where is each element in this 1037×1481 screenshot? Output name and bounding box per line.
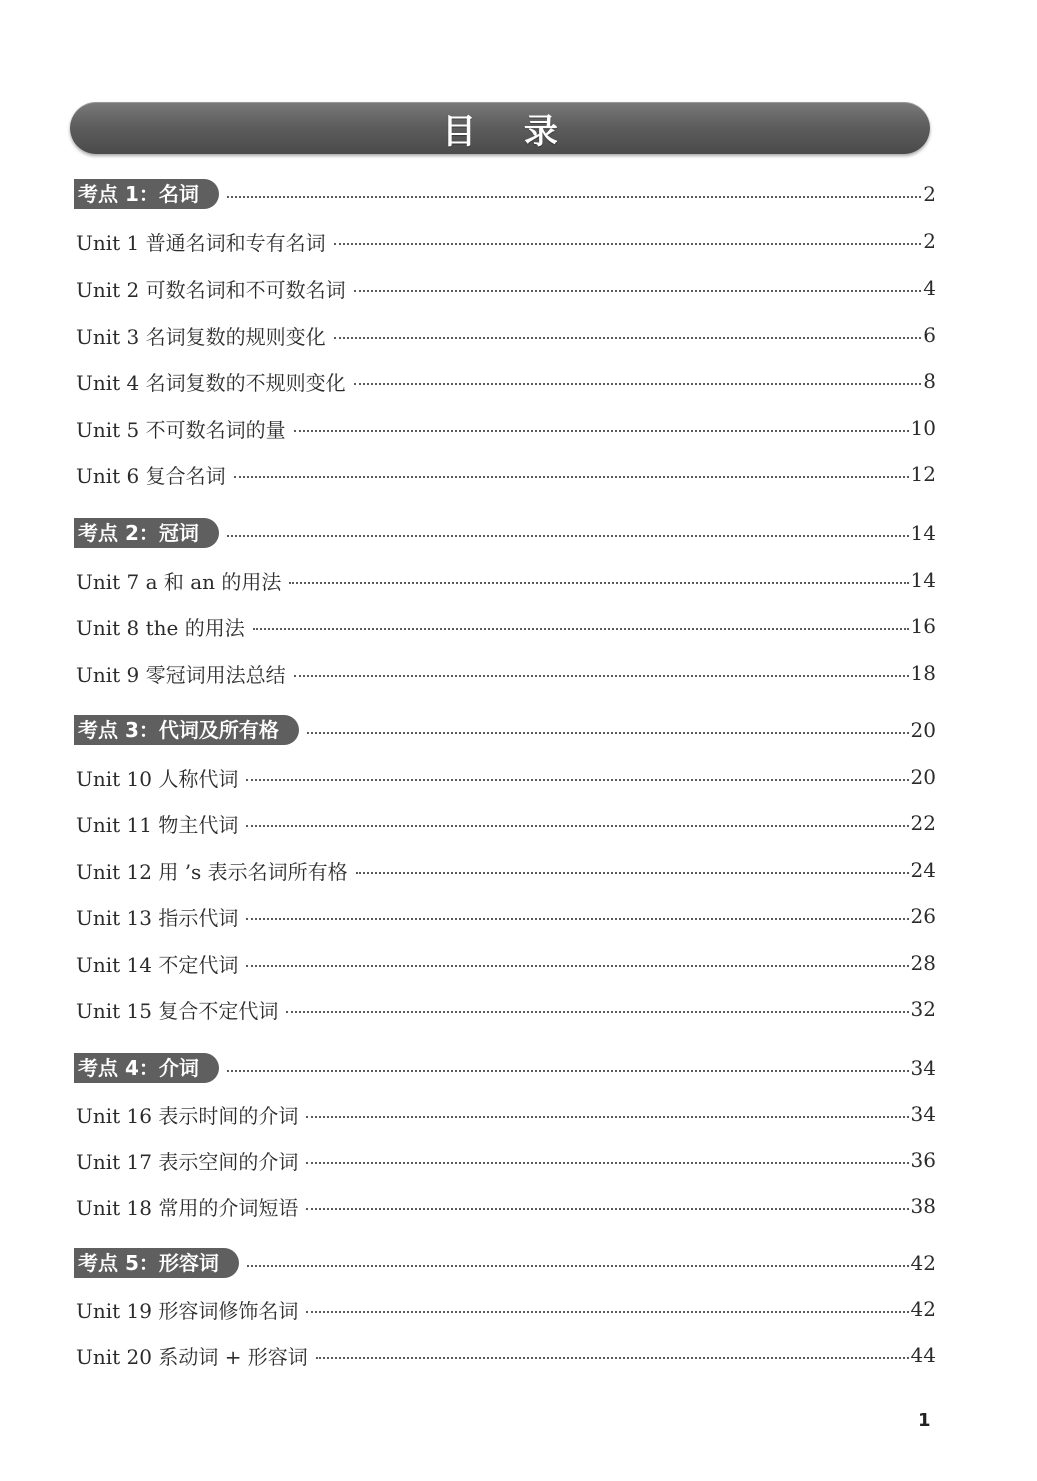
unit-label: Unit 5 不可数名词的量 <box>76 417 286 442</box>
dot-leader <box>334 337 922 339</box>
dot-leader <box>316 1357 909 1359</box>
toc-unit-4[interactable] <box>74 364 936 398</box>
toc-unit-2[interactable] <box>74 271 936 305</box>
unit-label: Unit 3 名词复数的规则变化 <box>76 324 326 349</box>
toc-unit-12[interactable] <box>74 853 936 887</box>
unit-label: Unit 4 名词复数的不规则变化 <box>76 370 346 395</box>
page-number: 1 <box>918 1410 931 1431</box>
dot-leader <box>294 430 909 432</box>
dot-leader <box>306 1311 908 1313</box>
unit-label: Unit 17 表示空间的介词 <box>76 1149 299 1174</box>
section-page: 20 <box>910 718 936 742</box>
dot-leader <box>334 243 922 245</box>
toc-unit-13[interactable] <box>74 899 936 933</box>
toc-section-2[interactable] <box>74 516 936 550</box>
section-label: 考点 2：冠词 <box>74 518 219 548</box>
unit-label: Unit 13 指示代词 <box>76 905 239 930</box>
section-page: 2 <box>923 182 936 206</box>
unit-label: Unit 7 a 和 an 的用法 <box>76 569 282 594</box>
unit-page: 24 <box>910 858 936 882</box>
unit-label: Unit 2 可数名词和不可数名词 <box>76 277 346 302</box>
dot-leader <box>246 918 908 920</box>
dot-leader <box>354 383 922 385</box>
section-label: 考点 3：代词及所有格 <box>74 715 299 745</box>
dot-leader <box>306 1116 908 1118</box>
toc-unit-16[interactable] <box>74 1097 936 1131</box>
unit-label: Unit 19 形容词修饰名词 <box>76 1298 299 1323</box>
unit-page: 20 <box>910 765 936 789</box>
unit-label: Unit 15 复合不定代词 <box>76 998 279 1023</box>
section-page: 42 <box>910 1251 936 1275</box>
unit-page: 14 <box>910 568 936 592</box>
section-label: 考点 5：形容词 <box>74 1248 239 1278</box>
section-page: 14 <box>910 521 936 545</box>
unit-label: Unit 16 表示时间的介词 <box>76 1103 299 1128</box>
unit-page: 22 <box>910 811 936 835</box>
dot-leader <box>307 732 909 734</box>
unit-label: Unit 8 the 的用法 <box>76 615 245 640</box>
unit-page: 18 <box>910 661 936 685</box>
unit-label: Unit 1 普通名词和专有名词 <box>76 230 326 255</box>
unit-page: 12 <box>910 462 936 486</box>
dot-leader <box>247 1265 909 1267</box>
toc-unit-20[interactable] <box>74 1338 936 1372</box>
unit-page: 8 <box>923 369 936 393</box>
unit-label: Unit 9 零冠词用法总结 <box>76 662 286 687</box>
unit-page: 34 <box>910 1102 936 1126</box>
unit-page: 32 <box>910 997 936 1021</box>
dot-leader <box>253 628 909 630</box>
unit-page: 26 <box>910 904 936 928</box>
toc-section-5[interactable] <box>74 1246 936 1280</box>
dot-leader <box>246 779 908 781</box>
toc-unit-14[interactable] <box>74 946 936 980</box>
toc-unit-5[interactable] <box>74 411 936 445</box>
toc-title: 目 录 <box>442 111 576 152</box>
unit-label: Unit 20 系动词 + 形容词 <box>76 1344 308 1369</box>
toc-title-banner <box>70 102 930 154</box>
toc-unit-10[interactable] <box>74 760 936 794</box>
unit-page: 44 <box>910 1343 936 1367</box>
dot-leader <box>227 1070 909 1072</box>
unit-label: Unit 14 不定代词 <box>76 952 239 977</box>
unit-page: 10 <box>910 416 936 440</box>
dot-leader <box>306 1208 908 1210</box>
unit-page: 4 <box>923 276 936 300</box>
toc-unit-3[interactable] <box>74 318 936 352</box>
toc-unit-8[interactable] <box>74 609 936 643</box>
unit-label: Unit 11 物主代词 <box>76 812 239 837</box>
dot-leader <box>306 1162 908 1164</box>
unit-label: Unit 12 用 ’s 表示名词所有格 <box>76 859 348 884</box>
section-page: 34 <box>910 1056 936 1080</box>
dot-leader <box>234 476 909 478</box>
dot-leader <box>289 582 908 584</box>
dot-leader <box>356 872 909 874</box>
dot-leader <box>227 535 909 537</box>
toc-section-3[interactable] <box>74 713 936 747</box>
toc-unit-11[interactable] <box>74 806 936 840</box>
section-label: 考点 4：介词 <box>74 1053 219 1083</box>
toc-section-4[interactable] <box>74 1051 936 1085</box>
unit-page: 36 <box>910 1148 936 1172</box>
toc-unit-15[interactable] <box>74 992 936 1026</box>
unit-page: 42 <box>910 1297 936 1321</box>
dot-leader <box>294 675 909 677</box>
section-label: 考点 1：名词 <box>74 179 219 209</box>
toc-unit-17[interactable] <box>74 1143 936 1177</box>
toc-unit-7[interactable] <box>74 563 936 597</box>
dot-leader <box>354 290 922 292</box>
unit-page: 28 <box>910 951 936 975</box>
toc-unit-1[interactable] <box>74 224 936 258</box>
dot-leader <box>227 196 921 198</box>
toc-unit-18[interactable] <box>74 1189 936 1223</box>
dot-leader <box>286 1011 908 1013</box>
dot-leader <box>246 965 908 967</box>
toc-unit-9[interactable] <box>74 656 936 690</box>
unit-page: 16 <box>910 614 936 638</box>
unit-label: Unit 10 人称代词 <box>76 766 239 791</box>
unit-label: Unit 6 复合名词 <box>76 463 226 488</box>
dot-leader <box>246 825 908 827</box>
toc-unit-19[interactable] <box>74 1292 936 1326</box>
unit-page: 38 <box>910 1194 936 1218</box>
toc-unit-6[interactable] <box>74 457 936 491</box>
toc-section-1[interactable] <box>74 177 936 211</box>
unit-page: 6 <box>923 323 936 347</box>
unit-label: Unit 18 常用的介词短语 <box>76 1195 299 1220</box>
unit-page: 2 <box>923 229 936 253</box>
